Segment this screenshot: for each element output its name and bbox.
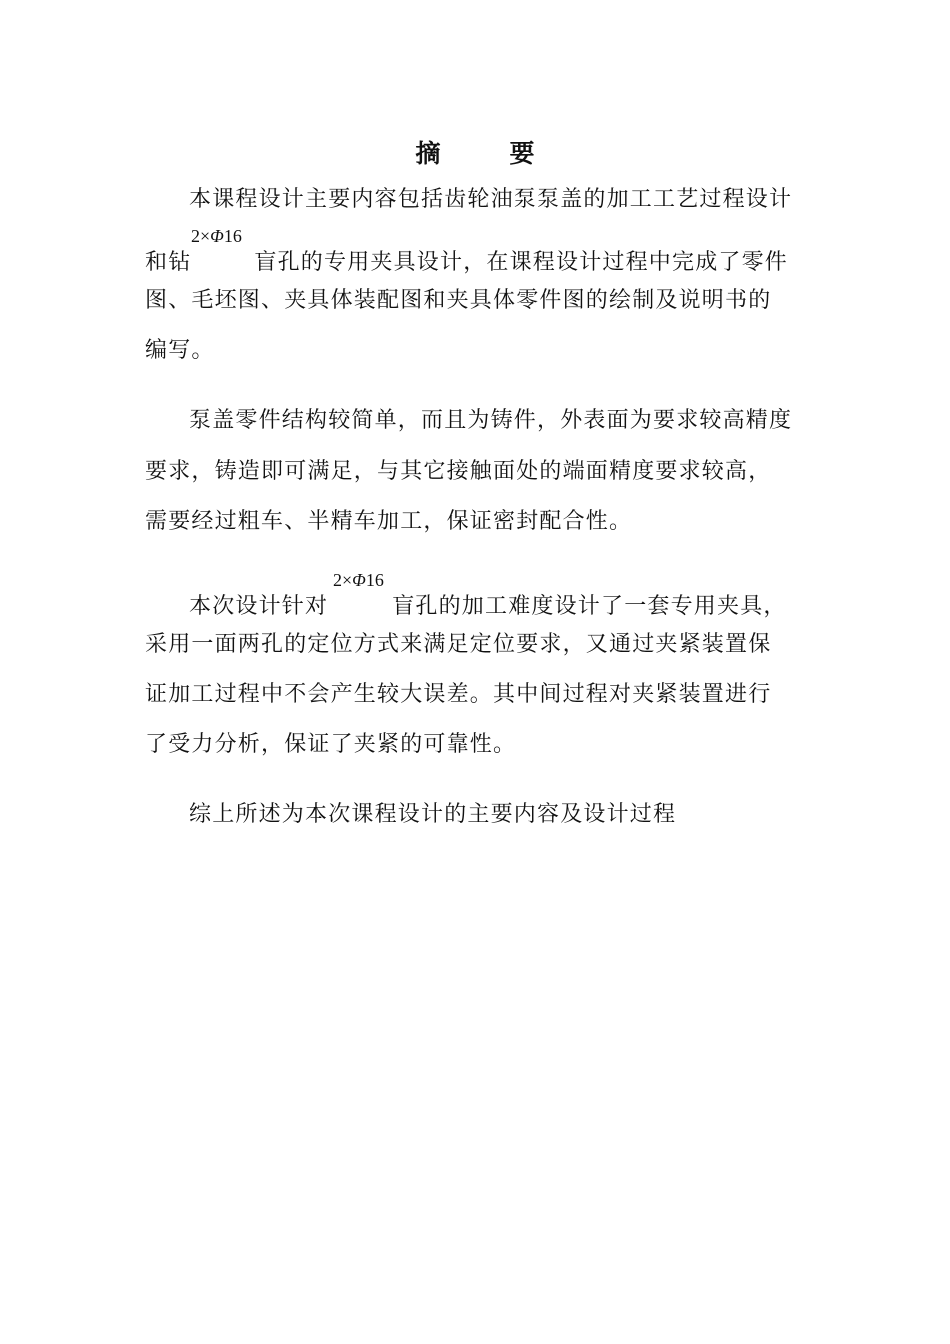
p1-line-2b: 盲孔的专用夹具设计，在课程设计过程中完成了零件	[254, 250, 789, 275]
p1-line-3: 图、毛坯图、夹具体装配图和夹具体零件图的绘制及说明书的	[145, 288, 772, 313]
p3-formula-phi: Φ	[352, 570, 366, 590]
p1-line-2a: 和钻	[145, 250, 192, 275]
page-title: 摘 要	[415, 139, 557, 168]
p1-line-4: 编写。	[145, 338, 215, 363]
p3-line-2: 采用一面两孔的定位方式来满足定位要求，又通过夹紧装置保	[145, 632, 772, 657]
p1-line-1: 本课程设计主要内容包括齿轮油泵泵盖的加工工艺过程设计	[189, 187, 793, 212]
p3-line-3: 证加工过程中不会产生较大误差。其中间过程对夹紧装置进行	[145, 682, 772, 707]
p4-line-1: 综上所述为本次课程设计的主要内容及设计过程	[189, 802, 677, 827]
p3-line-4: 了受力分析，保证了夹紧的可靠性。	[145, 732, 517, 757]
p1-formula-phi: Φ	[210, 226, 224, 246]
p2-line-1: 泵盖零件结构较简单，而且为铸件，外表面为要求较高精度	[189, 408, 793, 433]
p3-formula-suffix: 16	[365, 570, 384, 590]
p3-line-1	[189, 592, 787, 622]
p2-line-2: 要求，铸造即可满足，与其它接触面处的端面精度要求较高，	[145, 459, 772, 484]
p2-line-3: 需要经过粗车、半精车加工，保证密封配合性。	[145, 509, 633, 534]
p1-line-2	[145, 248, 788, 278]
p3-formula-prefix: 2×	[333, 570, 353, 590]
p1-formula-prefix: 2×	[191, 226, 211, 246]
p3-line-1b: 盲孔的加工难度设计了一套专用夹具，	[392, 594, 787, 619]
p3-line-1a: 本次设计针对	[189, 594, 329, 619]
p3-formula	[333, 569, 384, 591]
p1-formula-suffix: 16	[223, 226, 242, 246]
p1-formula	[191, 225, 242, 247]
